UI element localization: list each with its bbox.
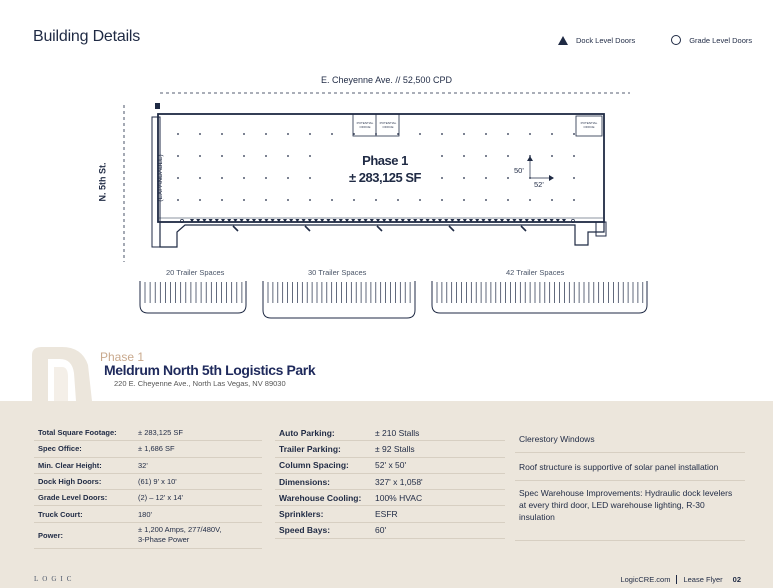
trailer-label-3: 42 Trailer Spaces	[506, 268, 565, 277]
spec-row	[34, 523, 262, 549]
column-dot	[529, 199, 531, 201]
expandable-label: (EXPANDABLE)	[157, 154, 164, 202]
column-dot	[441, 199, 443, 201]
spec-value: 60'	[375, 525, 387, 536]
ramp-mark	[521, 226, 526, 231]
spec-key: Dock High Doors:	[38, 477, 102, 487]
footer-divider	[676, 575, 677, 584]
ramp-mark	[449, 226, 454, 231]
trailer-label-1: 20 Trailer Spaces	[166, 268, 225, 277]
spec-key: Auto Parking:	[279, 427, 335, 438]
column-dot	[177, 155, 179, 157]
column-dot	[265, 199, 267, 201]
spec-value: 100% HVAC	[375, 492, 423, 503]
spec-key: Total Square Footage:	[38, 428, 117, 438]
column-dot	[309, 155, 311, 157]
office-label-3: POTENTIAL	[580, 121, 598, 125]
column-dot	[221, 133, 223, 135]
spec-key: Truck Court:	[38, 509, 83, 519]
spec-row	[34, 490, 262, 506]
column-dot	[243, 199, 245, 201]
spec-row	[275, 458, 505, 474]
column-dot	[441, 177, 443, 179]
logic-mark-graphic	[32, 345, 92, 401]
column-dot	[287, 177, 289, 179]
project-phase: Phase 1	[100, 350, 145, 364]
spec-row	[275, 506, 505, 522]
spec-value: ± 283,125 SF	[138, 428, 183, 438]
spec-key: Column Spacing:	[279, 460, 349, 471]
ramp-mark	[377, 226, 382, 231]
spec-value: ± 210 Stalls	[375, 427, 420, 438]
specs-column-3	[515, 425, 745, 541]
column-dot	[353, 199, 355, 201]
page-title: Building Details	[33, 28, 141, 45]
column-dot	[331, 199, 333, 201]
column-dot	[265, 177, 267, 179]
column-dot	[199, 155, 201, 157]
spec-value: 327' x 1,058'	[375, 476, 423, 487]
column-dot	[287, 199, 289, 201]
spec-row	[34, 425, 262, 441]
column-dot	[331, 133, 333, 135]
column-dot	[177, 199, 179, 201]
column-dot	[243, 177, 245, 179]
column-dot	[551, 155, 553, 157]
column-dot	[573, 155, 575, 157]
left-street-label: N. 5th St.	[97, 162, 108, 202]
ramp-mark	[305, 226, 310, 231]
column-dot	[309, 177, 311, 179]
specs-column-1	[34, 425, 262, 549]
column-dot	[397, 133, 399, 135]
column-dot	[287, 133, 289, 135]
spec-key: Grade Level Doors:	[38, 493, 108, 503]
column-dot	[573, 133, 575, 135]
column-dot	[177, 133, 179, 135]
feature-note: Clerestory Windows	[515, 425, 745, 453]
column-dot	[243, 133, 245, 135]
office-label-2b: OFFICE	[382, 125, 394, 129]
spec-value: 52' x 50'	[375, 460, 407, 471]
spec-value: ± 1,200 Amps, 277/480V,	[138, 525, 222, 535]
column-dot	[507, 199, 509, 201]
dim-horizontal: 52'	[534, 180, 544, 189]
ramp-mark	[233, 226, 238, 231]
spec-key: Min. Clear Height:	[38, 460, 102, 470]
spec-row	[275, 490, 505, 506]
trailer-label-2: 30 Trailer Spaces	[308, 268, 367, 277]
legend-dock-label: Dock Level Doors	[576, 35, 636, 45]
column-dot	[177, 177, 179, 179]
feature-note: Spec Warehouse Improvements: Hydraulic dock levelers at every third door, LED warehouse lighting, R-30 insulation	[515, 481, 745, 541]
column-dot	[573, 177, 575, 179]
spec-key: Dimensions:	[279, 476, 331, 487]
column-dot	[507, 177, 509, 179]
project-name: Meldrum North 5th Logistics Park	[104, 362, 316, 378]
footer-site-link[interactable]: LogicCRE.com	[620, 575, 671, 584]
column-dot	[309, 199, 311, 201]
column-dot	[441, 155, 443, 157]
spec-value: ± 1,686 SF	[138, 444, 175, 454]
spec-value: ESFR	[375, 509, 398, 520]
column-dot	[485, 199, 487, 201]
spec-value-2: 3-Phase Power	[138, 535, 190, 545]
plan-phase-label: Phase 1	[362, 153, 408, 168]
column-dot	[485, 177, 487, 179]
spec-value: ± 92 Stalls	[375, 443, 415, 454]
spec-value: (61) 9' x 10'	[138, 477, 177, 487]
column-dot	[419, 133, 421, 135]
spec-row	[275, 523, 505, 539]
column-dot	[419, 199, 421, 201]
page-number: 02	[732, 575, 741, 584]
column-dot	[551, 133, 553, 135]
office-label-1: POTENTIAL	[356, 121, 374, 125]
spec-key: Power:	[38, 530, 64, 540]
footer-logo: LOGIC	[34, 575, 76, 583]
spec-value: 32'	[138, 460, 148, 470]
spec-row	[34, 458, 262, 474]
office-label-2: POTENTIAL	[379, 121, 397, 125]
column-dot	[265, 155, 267, 157]
column-dot	[463, 133, 465, 135]
spec-row	[275, 441, 505, 457]
column-dot	[221, 177, 223, 179]
footer-right	[620, 575, 741, 584]
spec-row	[34, 441, 262, 457]
spec-row	[275, 474, 505, 490]
column-dot	[375, 133, 377, 135]
column-dot	[265, 133, 267, 135]
column-dot	[441, 133, 443, 135]
column-dot	[375, 199, 377, 201]
spec-key: Sprinklers:	[279, 509, 324, 520]
specs-column-2	[275, 425, 505, 539]
spec-row	[34, 474, 262, 490]
column-dot	[221, 155, 223, 157]
column-dot	[199, 177, 201, 179]
legend-grade-label: Grade Level Doors	[689, 35, 753, 45]
column-dot	[485, 155, 487, 157]
column-dot	[529, 133, 531, 135]
column-dot	[573, 199, 575, 201]
top-street-label: E. Cheyenne Ave. // 52,500 CPD	[321, 75, 452, 85]
plan-sf-label: ± 283,125 SF	[349, 170, 421, 185]
column-dot	[243, 155, 245, 157]
project-address: 220 E. Cheyenne Ave., North Las Vegas, NV 89030	[114, 379, 286, 388]
feature-note: Roof structure is supportive of solar panel installation	[515, 453, 745, 481]
column-dot	[463, 199, 465, 201]
column-dot	[199, 133, 201, 135]
office-label-1b: OFFICE	[359, 125, 371, 129]
column-dot	[309, 133, 311, 135]
column-dot	[397, 199, 399, 201]
column-dot	[353, 133, 355, 135]
column-dot	[199, 199, 201, 201]
spec-row	[34, 506, 262, 522]
column-dot	[221, 199, 223, 201]
column-dot	[507, 155, 509, 157]
column-dot	[463, 177, 465, 179]
column-dot	[507, 133, 509, 135]
column-dot	[287, 155, 289, 157]
spec-key: Warehouse Cooling:	[279, 492, 362, 503]
spec-key: Trailer Parking:	[279, 443, 341, 454]
spec-key: Spec Office:	[38, 444, 82, 454]
column-dot	[485, 133, 487, 135]
spec-row	[275, 425, 505, 441]
dim-vertical: 50'	[514, 166, 524, 175]
column-dot	[551, 199, 553, 201]
spec-key: Speed Bays:	[279, 525, 331, 536]
office-label-3b: OFFICE	[583, 125, 595, 129]
spec-value: 180'	[138, 509, 152, 519]
spec-value: (2) – 12' x 14'	[138, 493, 183, 503]
trailer-stalls	[145, 282, 643, 303]
footer-doc-label: Lease Flyer	[683, 575, 723, 584]
column-dot	[463, 155, 465, 157]
